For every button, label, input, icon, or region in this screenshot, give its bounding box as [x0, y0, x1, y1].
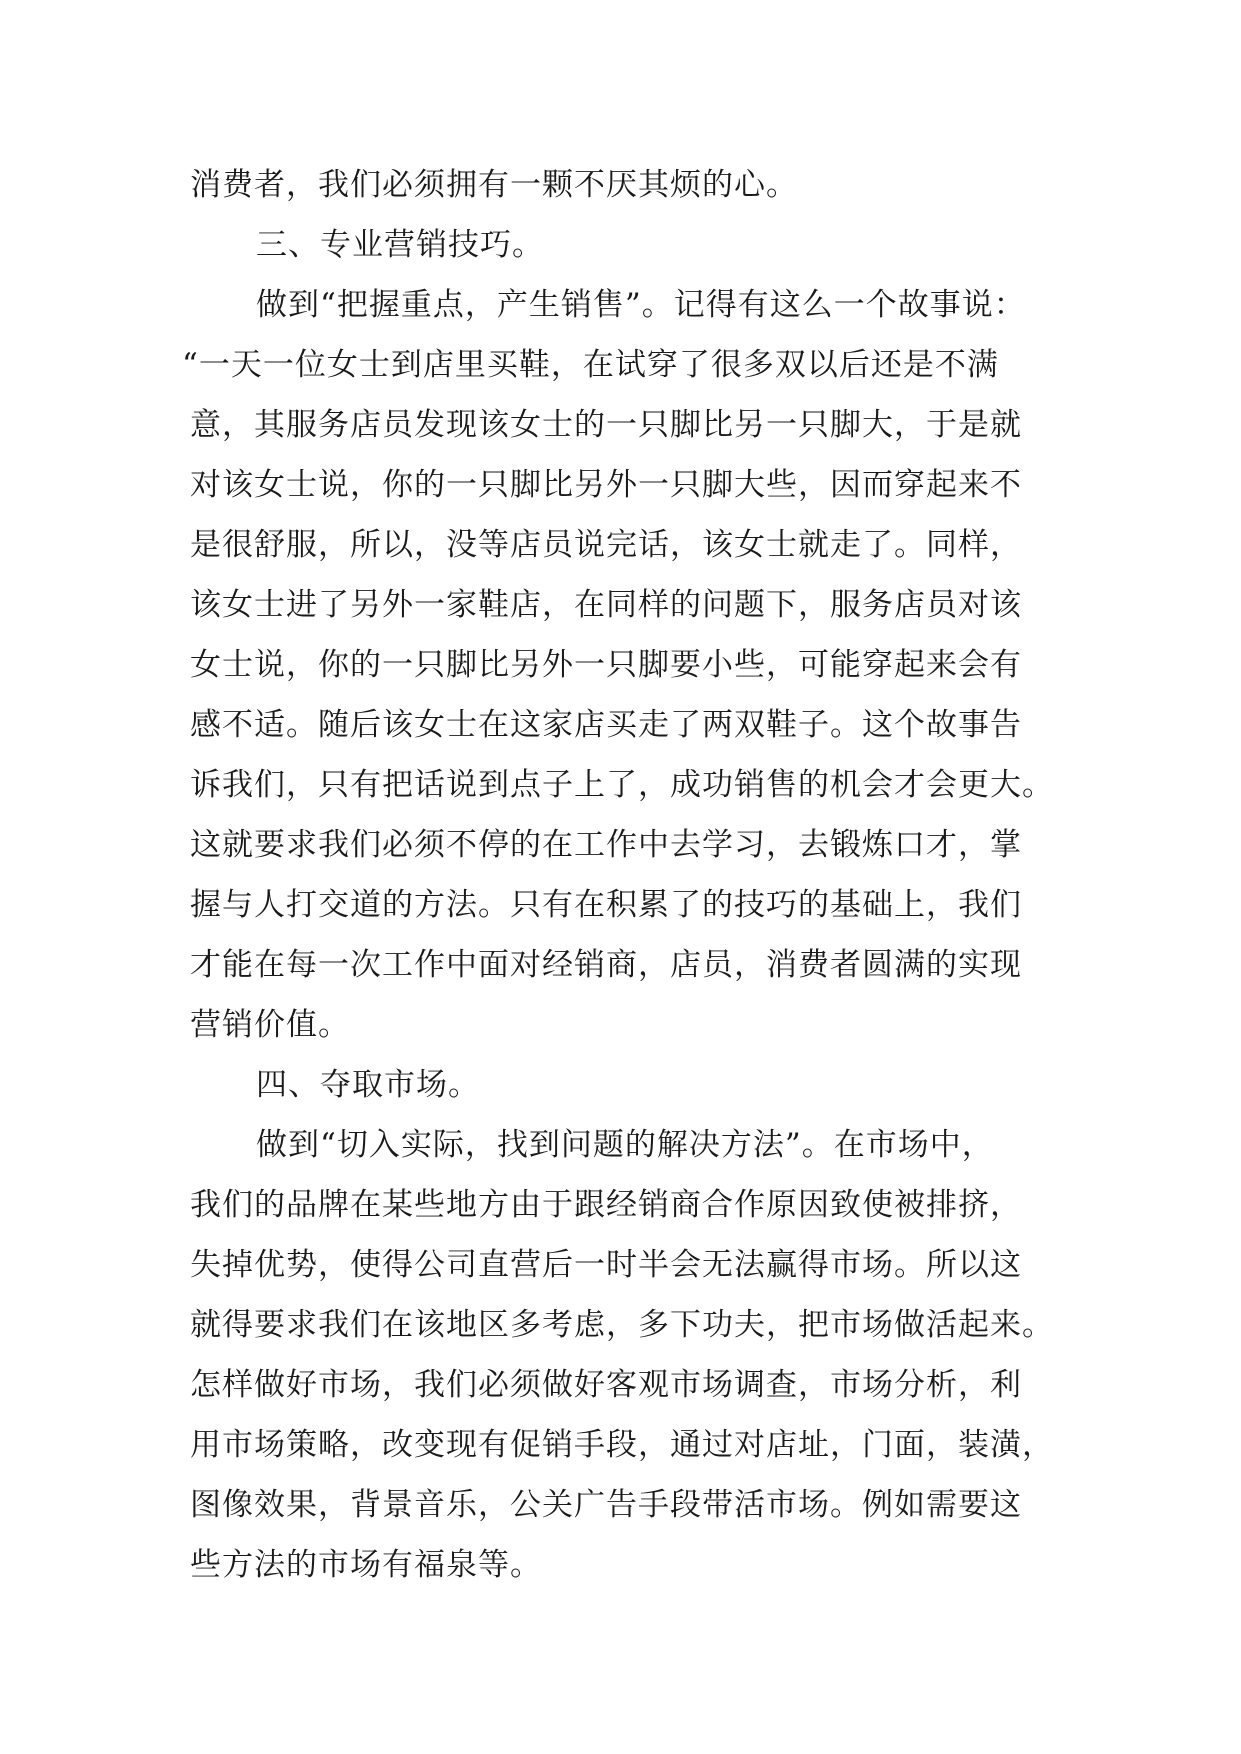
text-line: 些方法的市场有福泉等。 [190, 1547, 542, 1583]
text-line: 握与人打交道的方法。只有在积累了的技巧的基础上，我们 [190, 887, 1022, 923]
text-line: 诉我们，只有把话说到点子上了，成功销售的机会才会更大。 [190, 767, 1054, 803]
text-line: “一天一位女士到店里买鞋，在试穿了很多双以后还是不满 [182, 347, 999, 383]
text-line: 就得要求我们在该地区多考虑，多下功夫，把市场做活起来。 [190, 1307, 1054, 1343]
text-line: 我们的品牌在某些地方由于跟经销商合作原因致使被排挤， [190, 1187, 1022, 1223]
text-line: 消费者，我们必须拥有一颗不厌其烦的心。 [190, 167, 798, 203]
text-line: 该女士进了另外一家鞋店，在同样的问题下，服务店员对该 [190, 587, 1022, 623]
text-line: 图像效果，背景音乐，公关广告手段带活市场。例如需要这 [190, 1487, 1022, 1523]
text-line: 女士说，你的一只脚比另外一只脚要小些，可能穿起来会有 [190, 647, 1022, 683]
text-line: 这就要求我们必须不停的在工作中去学习，去锻炼口才，掌 [190, 827, 1022, 863]
text-line: 意，其服务店员发现该女士的一只脚比另一只脚大，于是就 [190, 407, 1022, 443]
text-line: 营销价值。 [190, 1007, 350, 1043]
text-line: 才能在每一次工作中面对经销商，店员，消费者圆满的实现 [190, 947, 1022, 983]
text-line: 用市场策略，改变现有促销手段，通过对店址，门面，装潢， [190, 1427, 1054, 1463]
paragraph-first-line: 做到“把握重点，产生销售”。记得有这么一个故事说： [256, 287, 1026, 323]
paragraph-first-line: 做到“切入实际，找到问题的解决方法”。在市场中， [256, 1127, 994, 1163]
text-line: 是很舒服，所以，没等店员说完话，该女士就走了。同样， [190, 527, 1022, 563]
text-line: 感不适。随后该女士在这家店买走了两双鞋子。这个故事告 [190, 707, 1022, 743]
section-heading: 四、夺取市场。 [256, 1067, 480, 1103]
text-line: 失掉优势，使得公司直营后一时半会无法赢得市场。所以这 [190, 1247, 1022, 1283]
document-body [182, 155, 1070, 1595]
section-heading: 三、专业营销技巧。 [256, 227, 544, 263]
text-line: 怎样做好市场，我们必须做好客观市场调查，市场分析，利 [190, 1367, 1022, 1403]
text-line: 对该女士说，你的一只脚比另外一只脚大些，因而穿起来不 [190, 467, 1022, 503]
